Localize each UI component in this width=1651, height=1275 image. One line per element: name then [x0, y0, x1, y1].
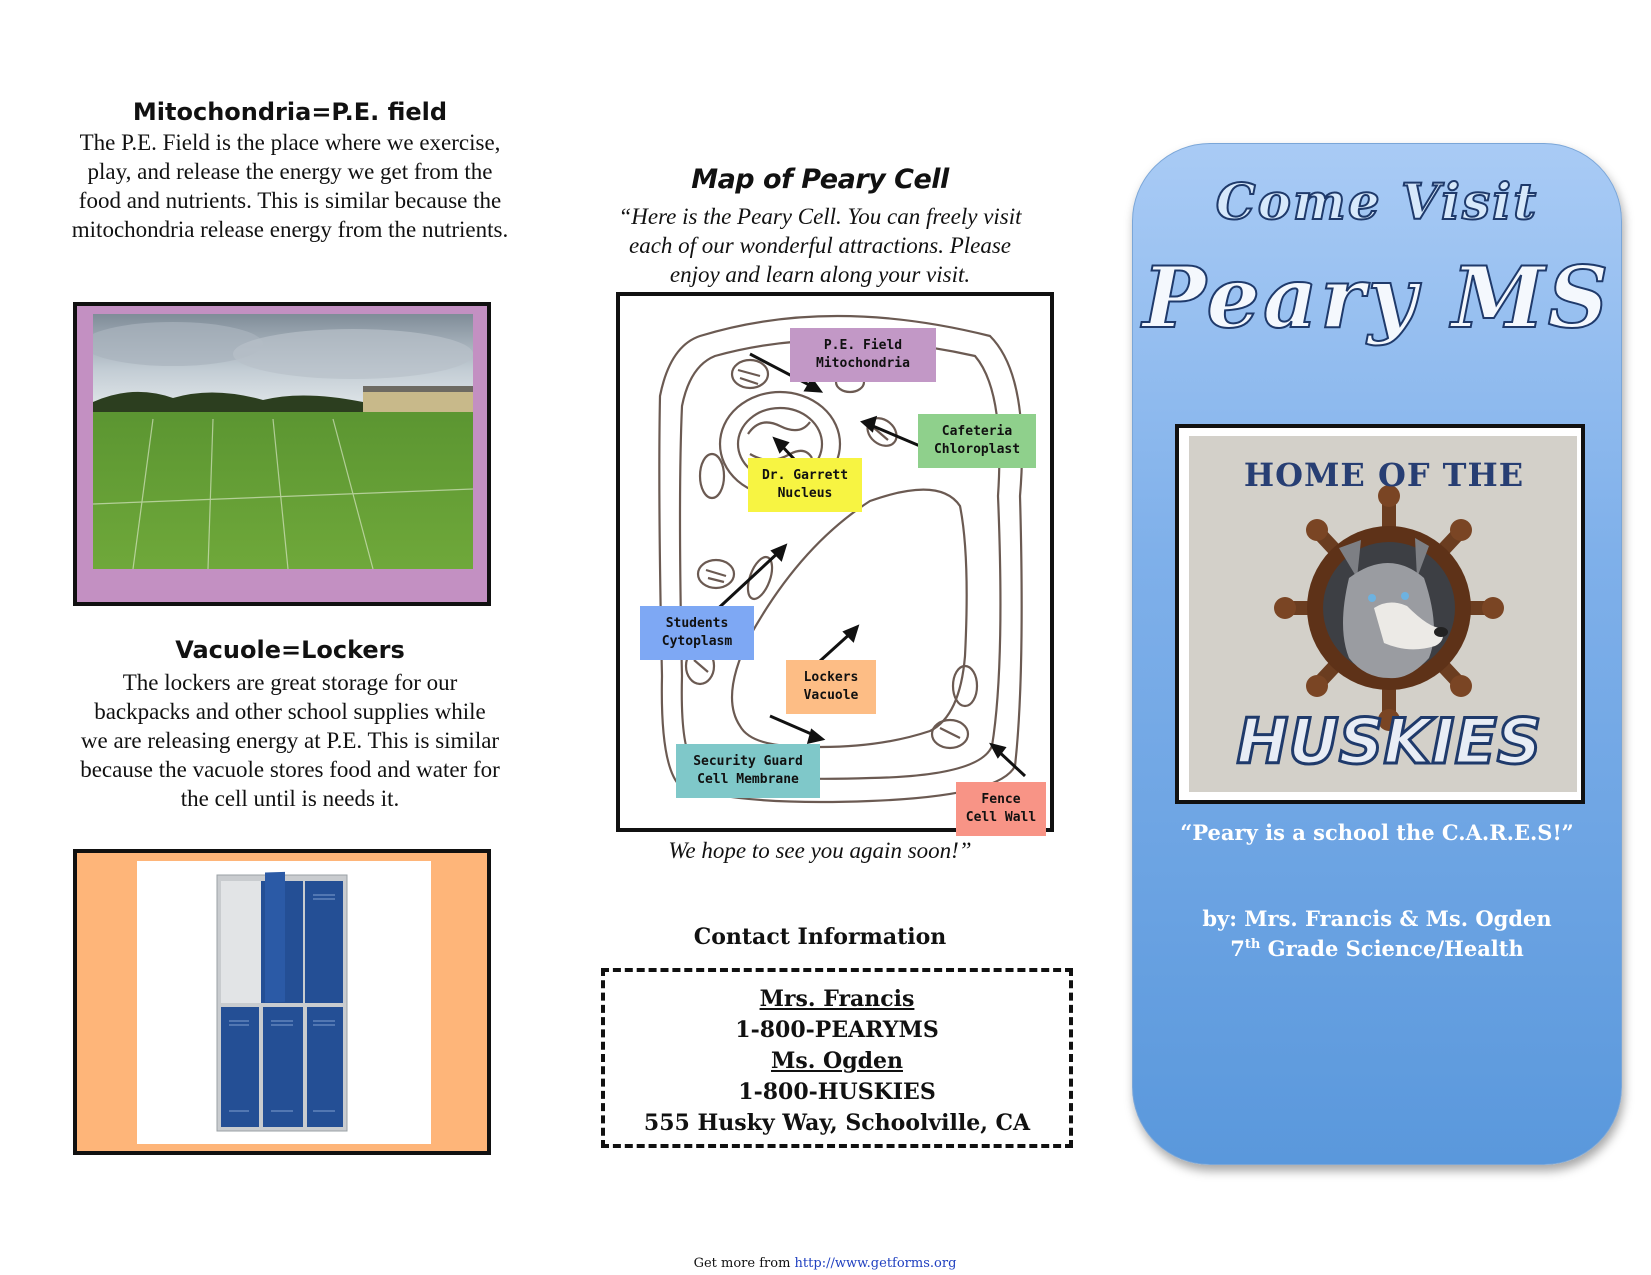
logo-text-home-of-the: HOME OF THE [1243, 456, 1525, 494]
mitochondria-description: The P.E. Field is the place where we exercise, play, and release the energy we get from the food and nutrients. This is similar because the mitochondria release energy from the nutrients. [71, 130, 509, 242]
cover-panel [1132, 143, 1622, 1165]
label-fence-cell-wall [956, 782, 1046, 836]
label-text-mitochondria: Mitochondria [816, 356, 910, 371]
huskies-logo-frame [1175, 424, 1585, 804]
byline-authors: by: Mrs. Francis & Ms. Ogden [1202, 906, 1552, 931]
label-lockers-vacuole [786, 660, 876, 714]
label-text-dr-garrett: Dr. Garrett [761, 468, 849, 483]
label-text-pe-field: P.E. Field [823, 338, 903, 353]
huskies-logo [1179, 428, 1581, 800]
label-text-students: Students [665, 616, 729, 631]
label-text-cafeteria: Cafeteria [941, 424, 1013, 439]
grade-subject: Grade Science/Health [1260, 936, 1524, 961]
label-text-cell-wall: Cell Wall [965, 810, 1037, 825]
lockers-photo-frame [73, 849, 491, 1155]
label-text-lockers: Lockers [803, 670, 859, 685]
label-pe-field-mitochondria [790, 328, 936, 382]
label-text-chloroplast: Chloroplast [933, 442, 1021, 457]
logo-text-huskies: HUSKIES [1236, 705, 1542, 778]
cell-map [616, 292, 1054, 832]
lockers-photo [137, 861, 431, 1144]
mitochondria-title: Mitochondria=P.E. field [132, 98, 448, 126]
label-security-guard-cell-membrane [676, 744, 820, 798]
grade-suffix: th [1244, 937, 1261, 952]
contact-address: 555 Husky Way, Schoolville, CA [643, 1110, 1031, 1136]
vacuole-description: The lockers are great storage for our backpacks and other school supplies while we are releasing energy at P.E. This is similar because the vacuole stores food and water for the cell until is needs it. [80, 670, 500, 811]
label-text-cytoplasm: Cytoplasm [661, 634, 733, 649]
map-intro: “Here is the Peary Cell. You can freely visit each of our wonderful attractions. Please enjoy and learn along your visit. [618, 204, 1022, 287]
label-dr-garrett-nucleus [748, 458, 862, 512]
footer [600, 1256, 1050, 1271]
label-text-fence: Fence [981, 792, 1021, 807]
heading-peary-ms: Peary MS [1142, 248, 1612, 347]
label-text-vacuole: Vacuole [803, 688, 859, 703]
heading-come-visit: Come Visit [1215, 172, 1539, 231]
label-students-cytoplasm [640, 606, 754, 660]
map-title: Map of Peary Cell [691, 164, 949, 195]
contact-box [601, 968, 1073, 1148]
school-motto: “Peary is a school the C.A.R.E.S!” [1180, 820, 1574, 845]
grade-number: 7 [1230, 936, 1245, 961]
vacuole-title: Vacuole=Lockers [175, 636, 405, 664]
footer-prefix: Get more from [693, 1256, 795, 1271]
pe-field-photo-frame [73, 302, 491, 606]
byline-grade [1133, 936, 1621, 961]
footer-link[interactable]: http://www.getforms.org [794, 1256, 957, 1271]
pe-field-photo [93, 314, 473, 569]
label-text-nucleus: Nucleus [777, 486, 833, 501]
contact-phone-francis: 1-800-PEARYMS [735, 1017, 939, 1043]
contact-name-ogden: Ms. Ogden [771, 1048, 903, 1074]
contact-name-francis: Mrs. Francis [759, 986, 915, 1012]
label-text-cell-membrane: Cell Membrane [697, 772, 799, 787]
contact-title: Contact Information [693, 924, 947, 950]
label-cafeteria-chloroplast [918, 414, 1036, 468]
contact-phone-ogden: 1-800-HUSKIES [738, 1079, 936, 1105]
label-text-security-guard: Security Guard [693, 754, 803, 769]
map-closing: We hope to see you again soon!” [668, 838, 972, 863]
